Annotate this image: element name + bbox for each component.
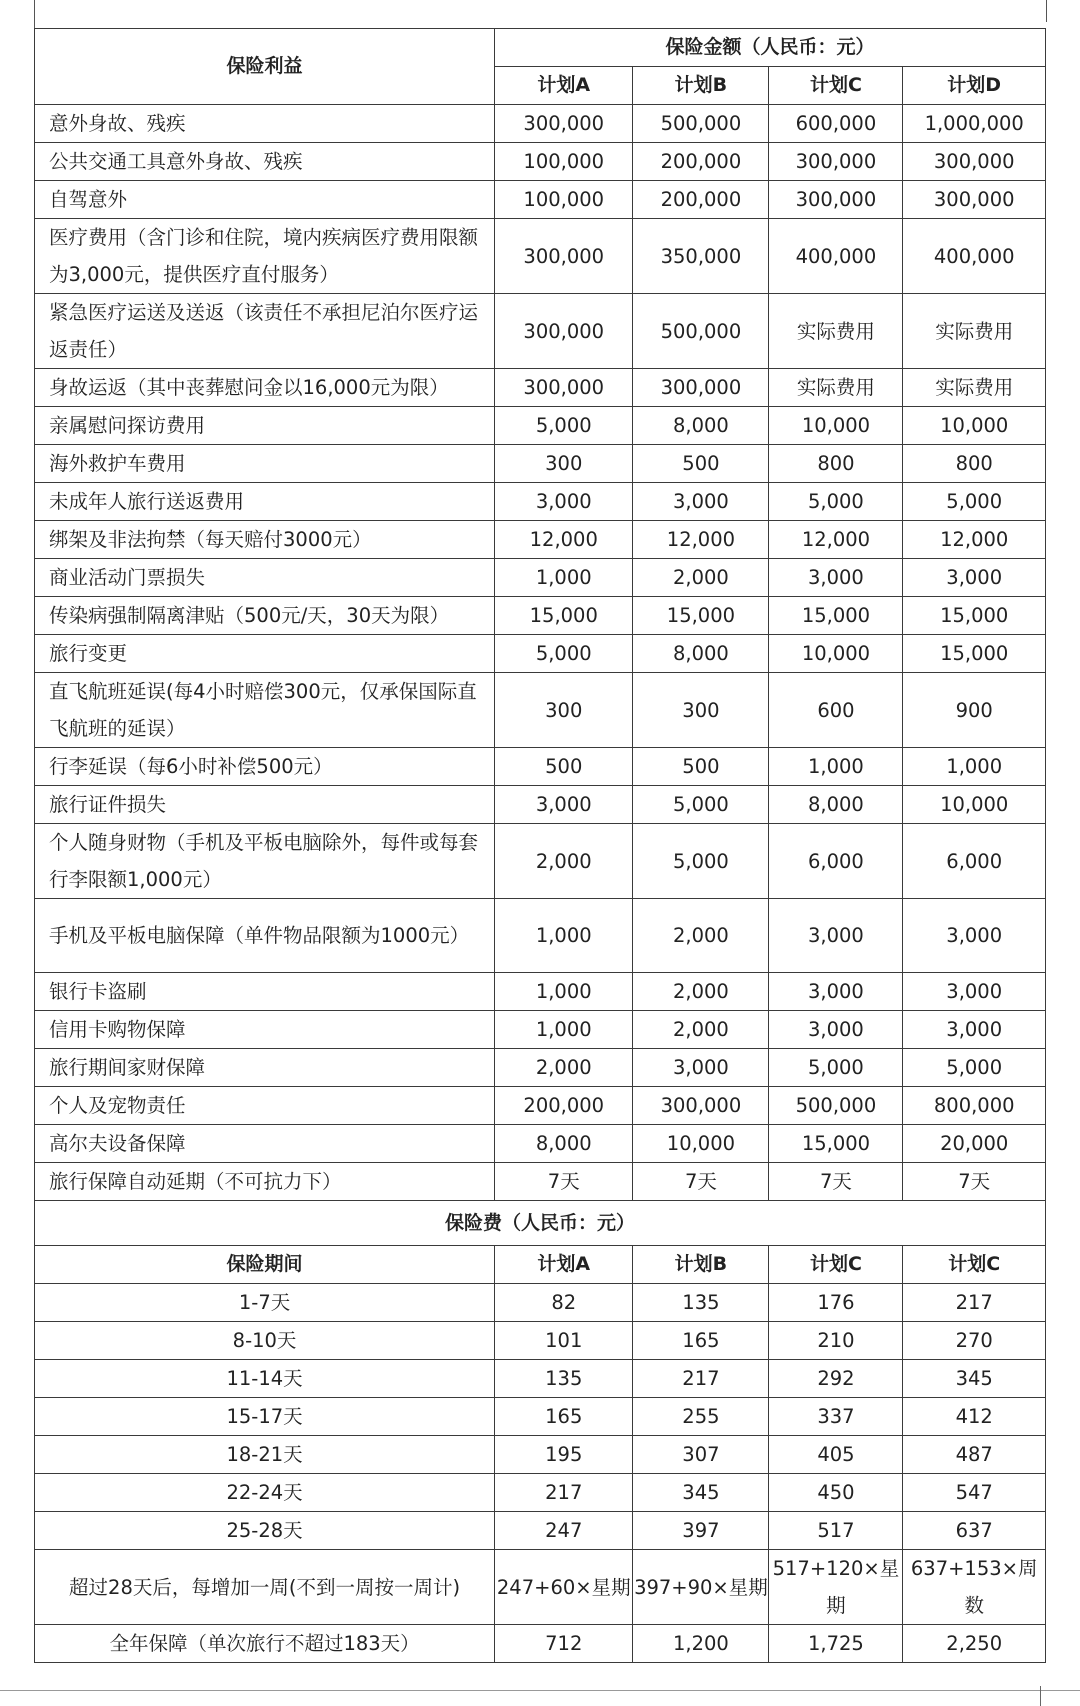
page-edge-bottom-right: [1040, 1686, 1041, 1706]
premium-plan-b: 135: [633, 1284, 769, 1322]
benefit-row: [35, 181, 1046, 219]
benefit-row: [35, 1087, 1046, 1125]
premium-plan-c: 292: [769, 1360, 903, 1398]
premium-plan-a: 101: [495, 1322, 633, 1360]
premium-period: 25-28天: [35, 1512, 495, 1550]
benefit-row: [35, 369, 1046, 407]
plan-c-amount: 3,000: [769, 899, 903, 973]
premium-plan-c: 337: [769, 1398, 903, 1436]
premium-plan-a-header: 计划A: [495, 1246, 633, 1284]
plan-c-amount: 3,000: [769, 973, 903, 1011]
plan-d-amount: 400,000: [903, 219, 1046, 294]
plan-b-amount: 12,000: [633, 521, 769, 559]
premium-plan-a: 247+60×星期: [495, 1550, 633, 1625]
benefit-row: [35, 521, 1046, 559]
plan-d-amount: 12,000: [903, 521, 1046, 559]
plan-a-amount: 5,000: [495, 635, 633, 673]
premium-plan-d: 637+153×周数: [903, 1550, 1046, 1625]
plan-b-amount: 10,000: [633, 1125, 769, 1163]
premium-plan-d: 217: [903, 1284, 1046, 1322]
benefit-name: 旅行期间家财保障: [35, 1049, 495, 1087]
premium-plan-a: 217: [495, 1474, 633, 1512]
benefit-name: 高尔夫设备保障: [35, 1125, 495, 1163]
plan-d-amount: 1,000: [903, 748, 1046, 786]
plan-b-amount: 2,000: [633, 899, 769, 973]
plan-d-amount: 300,000: [903, 143, 1046, 181]
premium-plan-d-header: 计划C: [903, 1246, 1046, 1284]
benefit-name: 个人及宠物责任: [35, 1087, 495, 1125]
premium-plan-b: 345: [633, 1474, 769, 1512]
plan-a-amount: 5,000: [495, 407, 633, 445]
plan-b-amount: 500,000: [633, 105, 769, 143]
plan-c-amount: 5,000: [769, 483, 903, 521]
plan-b-amount: 200,000: [633, 143, 769, 181]
plan-c-amount: 12,000: [769, 521, 903, 559]
plan-d-amount: 800: [903, 445, 1046, 483]
page-edge-right: [1046, 0, 1047, 22]
plan-c-amount: 3,000: [769, 559, 903, 597]
plan-b-amount: 500,000: [633, 294, 769, 369]
benefit-row: [35, 294, 1046, 369]
plan-a-amount: 300,000: [495, 294, 633, 369]
plan-a-amount: 2,000: [495, 824, 633, 899]
plan-c-amount: 3,000: [769, 1011, 903, 1049]
plan-a-amount: 100,000: [495, 181, 633, 219]
plan-b-amount: 8,000: [633, 407, 769, 445]
plan-d-amount: 15,000: [903, 597, 1046, 635]
plan-b-amount: 2,000: [633, 1011, 769, 1049]
plan-a-amount: 8,000: [495, 1125, 633, 1163]
plan-a-amount: 300,000: [495, 369, 633, 407]
premium-period: 11-14天: [35, 1360, 495, 1398]
plan-a-amount: 1,000: [495, 559, 633, 597]
premium-plan-b: 217: [633, 1360, 769, 1398]
plan-d-header: 计划D: [903, 67, 1046, 105]
premium-row: [35, 1360, 1046, 1398]
premium-plan-d: 345: [903, 1360, 1046, 1398]
premium-plan-c: 450: [769, 1474, 903, 1512]
plan-b-amount: 15,000: [633, 597, 769, 635]
benefit-name: 旅行保障自动延期（不可抗力下）: [35, 1163, 495, 1201]
premium-period: 18-21天: [35, 1436, 495, 1474]
benefit-row: [35, 559, 1046, 597]
premium-plan-b: 397+90×星期: [633, 1550, 769, 1625]
premium-period: 1-7天: [35, 1284, 495, 1322]
plan-c-amount: 15,000: [769, 1125, 903, 1163]
plan-d-amount: 7天: [903, 1163, 1046, 1201]
plan-c-header: 计划C: [769, 67, 903, 105]
plan-b-amount: 2,000: [633, 973, 769, 1011]
plan-c-amount: 实际费用: [769, 369, 903, 407]
benefit-row: [35, 748, 1046, 786]
benefits-header-row: [35, 29, 1046, 67]
premium-plan-d: 270: [903, 1322, 1046, 1360]
benefit-row: [35, 483, 1046, 521]
benefit-row: [35, 143, 1046, 181]
plan-a-amount: 100,000: [495, 143, 633, 181]
amount-label-header: 保险金额（人民币：元）: [495, 29, 1046, 67]
premium-plan-c: 517+120×星期: [769, 1550, 903, 1625]
benefit-name: 自驾意外: [35, 181, 495, 219]
plan-c-amount: 500,000: [769, 1087, 903, 1125]
benefit-row: [35, 1163, 1046, 1201]
plan-a-amount: 7天: [495, 1163, 633, 1201]
premium-row: [35, 1625, 1046, 1663]
plan-b-amount: 300: [633, 673, 769, 748]
plan-b-amount: 300,000: [633, 369, 769, 407]
insurance-table-body: [35, 29, 1046, 1663]
plan-c-amount: 8,000: [769, 786, 903, 824]
plan-d-amount: 15,000: [903, 635, 1046, 673]
plan-d-amount: 800,000: [903, 1087, 1046, 1125]
benefit-label-header: 保险利益: [35, 29, 495, 105]
plan-b-amount: 500: [633, 445, 769, 483]
plan-b-amount: 200,000: [633, 181, 769, 219]
plan-c-amount: 400,000: [769, 219, 903, 294]
premium-plan-c: 517: [769, 1512, 903, 1550]
benefit-row: [35, 824, 1046, 899]
benefit-row: [35, 973, 1046, 1011]
plan-a-amount: 12,000: [495, 521, 633, 559]
benefit-name: 信用卡购物保障: [35, 1011, 495, 1049]
plan-d-amount: 3,000: [903, 973, 1046, 1011]
plan-b-amount: 2,000: [633, 559, 769, 597]
plan-d-amount: 5,000: [903, 1049, 1046, 1087]
premium-plan-d: 412: [903, 1398, 1046, 1436]
plan-b-amount: 300,000: [633, 1087, 769, 1125]
plan-b-amount: 3,000: [633, 483, 769, 521]
premium-row: [35, 1474, 1046, 1512]
premium-period: 15-17天: [35, 1398, 495, 1436]
premium-row: [35, 1436, 1046, 1474]
premium-row: [35, 1398, 1046, 1436]
premium-plan-a: 82: [495, 1284, 633, 1322]
benefit-name: 手机及平板电脑保障（单件物品限额为1000元）: [35, 899, 495, 973]
plan-d-amount: 3,000: [903, 559, 1046, 597]
premium-row: [35, 1322, 1046, 1360]
benefit-row: [35, 899, 1046, 973]
plan-d-amount: 实际费用: [903, 369, 1046, 407]
benefit-name: 海外救护车费用: [35, 445, 495, 483]
plan-a-amount: 1,000: [495, 899, 633, 973]
plan-c-amount: 6,000: [769, 824, 903, 899]
plan-a-amount: 300,000: [495, 219, 633, 294]
plan-b-amount: 350,000: [633, 219, 769, 294]
premium-row: [35, 1512, 1046, 1550]
plan-c-amount: 800: [769, 445, 903, 483]
premium-plan-c-header: 计划C: [769, 1246, 903, 1284]
benefit-name: 绑架及非法拘禁（每天赔付3000元）: [35, 521, 495, 559]
plan-a-amount: 300: [495, 445, 633, 483]
plan-d-amount: 20,000: [903, 1125, 1046, 1163]
premium-plan-b: 165: [633, 1322, 769, 1360]
plan-d-amount: 10,000: [903, 786, 1046, 824]
benefit-name: 行李延误（每6小时补偿500元）: [35, 748, 495, 786]
premium-plan-c: 210: [769, 1322, 903, 1360]
benefit-row: [35, 597, 1046, 635]
plan-a-amount: 3,000: [495, 786, 633, 824]
premium-row: [35, 1284, 1046, 1322]
plan-a-amount: 300: [495, 673, 633, 748]
benefit-name: 未成年人旅行送返费用: [35, 483, 495, 521]
plan-a-amount: 300,000: [495, 105, 633, 143]
plan-a-amount: 500: [495, 748, 633, 786]
plan-b-header: 计划B: [633, 67, 769, 105]
benefit-row: [35, 673, 1046, 748]
premium-plan-c: 1,725: [769, 1625, 903, 1663]
premium-plan-d: 487: [903, 1436, 1046, 1474]
plan-c-amount: 1,000: [769, 748, 903, 786]
plan-c-amount: 600,000: [769, 105, 903, 143]
benefit-row: [35, 407, 1046, 445]
plan-d-amount: 300,000: [903, 181, 1046, 219]
premium-title-row: [35, 1201, 1046, 1246]
plan-d-amount: 实际费用: [903, 294, 1046, 369]
premium-period: 全年保障（单次旅行不超过183天）: [35, 1625, 495, 1663]
premium-plan-c: 176: [769, 1284, 903, 1322]
plan-b-amount: 8,000: [633, 635, 769, 673]
plan-c-amount: 实际费用: [769, 294, 903, 369]
plan-a-amount: 15,000: [495, 597, 633, 635]
page-edge-left: [34, 0, 35, 28]
insurance-table: [34, 28, 1046, 1663]
premium-plan-c: 405: [769, 1436, 903, 1474]
plan-c-amount: 10,000: [769, 635, 903, 673]
plan-d-amount: 900: [903, 673, 1046, 748]
benefit-name: 旅行变更: [35, 635, 495, 673]
premium-title: 保险费（人民币：元）: [35, 1201, 1046, 1246]
plan-c-amount: 5,000: [769, 1049, 903, 1087]
benefit-row: [35, 786, 1046, 824]
benefit-row: [35, 635, 1046, 673]
plan-a-amount: 3,000: [495, 483, 633, 521]
benefit-name: 商业活动门票损失: [35, 559, 495, 597]
plan-a-header: 计划A: [495, 67, 633, 105]
premium-period: 超过28天后，每增加一周(不到一周按一周计): [35, 1550, 495, 1625]
benefit-name: 亲属慰问探访费用: [35, 407, 495, 445]
plan-c-amount: 300,000: [769, 143, 903, 181]
plan-d-amount: 3,000: [903, 899, 1046, 973]
premium-plan-b-header: 计划B: [633, 1246, 769, 1284]
benefit-name: 传染病强制隔离津贴（500元/天，30天为限）: [35, 597, 495, 635]
premium-plan-d: 2,250: [903, 1625, 1046, 1663]
benefit-name: 医疗费用（含门诊和住院，境内疾病医疗费用限额为3,000元，提供医疗直付服务）: [35, 219, 495, 294]
benefit-row: [35, 1011, 1046, 1049]
period-label-header: 保险期间: [35, 1246, 495, 1284]
plan-c-amount: 10,000: [769, 407, 903, 445]
plan-b-amount: 7天: [633, 1163, 769, 1201]
plan-c-amount: 15,000: [769, 597, 903, 635]
benefit-row: [35, 445, 1046, 483]
benefit-row: [35, 219, 1046, 294]
plan-a-amount: 200,000: [495, 1087, 633, 1125]
benefit-row: [35, 1049, 1046, 1087]
benefit-name: 银行卡盗刷: [35, 973, 495, 1011]
plan-c-amount: 7天: [769, 1163, 903, 1201]
premium-period: 22-24天: [35, 1474, 495, 1512]
plan-a-amount: 1,000: [495, 1011, 633, 1049]
benefit-row: [35, 105, 1046, 143]
benefit-name: 紧急医疗运送及送返（该责任不承担尼泊尔医疗运返责任）: [35, 294, 495, 369]
benefit-name: 直飞航班延误(每4小时赔偿300元，仅承保国际直飞航班的延误）: [35, 673, 495, 748]
premium-plan-b: 307: [633, 1436, 769, 1474]
benefit-name: 个人随身财物（手机及平板电脑除外，每件或每套行李限额1,000元）: [35, 824, 495, 899]
premium-plan-b: 255: [633, 1398, 769, 1436]
plan-d-amount: 1,000,000: [903, 105, 1046, 143]
premium-header-row: [35, 1246, 1046, 1284]
plan-c-amount: 600: [769, 673, 903, 748]
premium-plan-a: 165: [495, 1398, 633, 1436]
premium-period: 8-10天: [35, 1322, 495, 1360]
premium-plan-d: 547: [903, 1474, 1046, 1512]
benefit-name: 意外身故、残疾: [35, 105, 495, 143]
benefit-name: 旅行证件损失: [35, 786, 495, 824]
premium-plan-d: 637: [903, 1512, 1046, 1550]
plan-a-amount: 1,000: [495, 973, 633, 1011]
benefit-name: 身故运返（其中丧葬慰问金以16,000元为限）: [35, 369, 495, 407]
plan-a-amount: 2,000: [495, 1049, 633, 1087]
plan-d-amount: 5,000: [903, 483, 1046, 521]
plan-d-amount: 3,000: [903, 1011, 1046, 1049]
plan-d-amount: 6,000: [903, 824, 1046, 899]
benefit-name: 公共交通工具意外身故、残疾: [35, 143, 495, 181]
plan-b-amount: 5,000: [633, 824, 769, 899]
premium-plan-a: 195: [495, 1436, 633, 1474]
premium-plan-a: 247: [495, 1512, 633, 1550]
premium-row: [35, 1550, 1046, 1625]
premium-plan-b: 397: [633, 1512, 769, 1550]
benefit-row: [35, 1125, 1046, 1163]
page-edge-bottom: [0, 1690, 1080, 1691]
premium-plan-a: 712: [495, 1625, 633, 1663]
plan-c-amount: 300,000: [769, 181, 903, 219]
plan-b-amount: 5,000: [633, 786, 769, 824]
premium-plan-a: 135: [495, 1360, 633, 1398]
plan-b-amount: 500: [633, 748, 769, 786]
plan-b-amount: 3,000: [633, 1049, 769, 1087]
premium-plan-b: 1,200: [633, 1625, 769, 1663]
plan-d-amount: 10,000: [903, 407, 1046, 445]
